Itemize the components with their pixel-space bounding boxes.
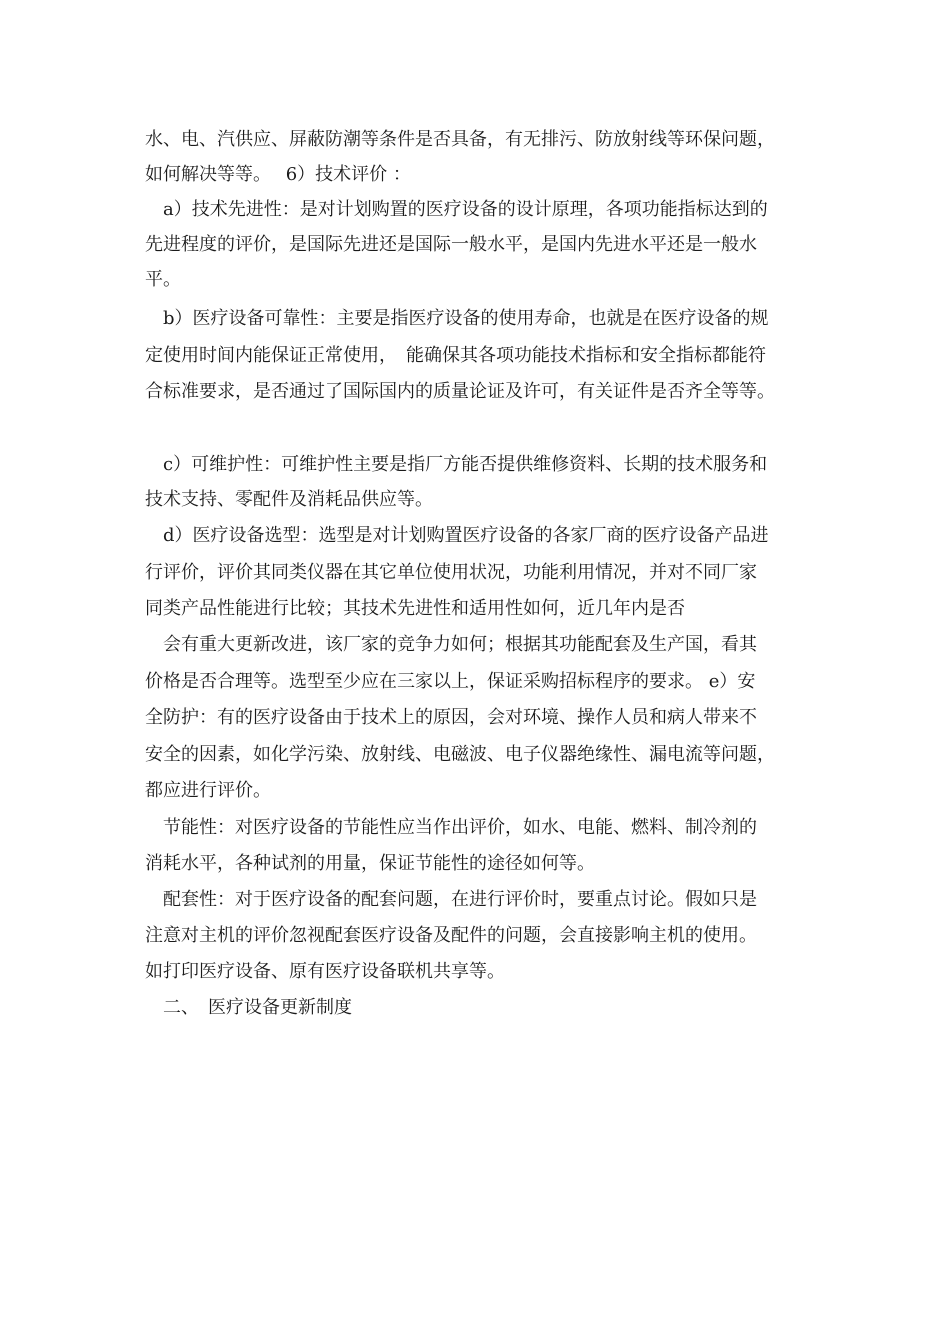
- paragraph-line: 安全的因素，如化学污染、放射线、电磁波、电子仪器绝缘性、漏电流等问题，: [145, 744, 775, 765]
- paragraph-line: 如何解决等等。 6）技术评价 ：: [145, 164, 411, 185]
- paragraph-line: 会有重大更新改进，该厂家的竞争力如何；根据其功能配套及生产国，看其: [163, 634, 757, 655]
- paragraph-line: 消耗水平，各种试剂的用量，保证节能性的途径如何等。: [145, 853, 595, 874]
- paragraph-line: 全防护：有的医疗设备由于技术上的原因，会对环境、操作人员和病人带来不: [145, 707, 757, 728]
- paragraph-line: 先进程度的评价，是国际先进还是国际一般水平，是国内先进水平还是一般水: [145, 234, 757, 255]
- section-heading: 二、 医疗设备更新制度: [163, 997, 352, 1018]
- paragraph-line: 平。: [145, 269, 181, 290]
- paragraph-line: 注意对主机的评价忽视配套医疗设备及配件的问题，会直接影响主机的使用。: [145, 925, 757, 946]
- paragraph-line: 配套性：对于医疗设备的配套问题，在进行评价时，要重点讨论。假如只是: [163, 889, 757, 910]
- paragraph-line: a）技术先进性：是对计划购置的医疗设备的设计原理，各项功能指标达到的: [163, 199, 768, 220]
- paragraph-line: 水、电、汽供应、屏蔽防潮等条件是否具备，有无排污、防放射线等环保问题，: [145, 129, 775, 150]
- paragraph-line: c）可维护性：可维护性主要是指厂方能否提供维修资料、长期的技术服务和: [163, 454, 768, 475]
- paragraph-line: 都应进行评价。: [145, 780, 271, 801]
- paragraph-line: b）医疗设备可靠性：主要是指医疗设备的使用寿命，也就是在医疗设备的规: [163, 308, 769, 329]
- paragraph-line: 价格是否合理等。选型至少应在三家以上，保证采购招标程序的要求。 e）安: [145, 671, 756, 692]
- paragraph-line: 同类产品性能进行比较；其技术先进性和适用性如何，近几年内是否: [145, 598, 685, 619]
- paragraph-line: 合标准要求，是否通过了国际国内的质量论证及许可，有关证件是否齐全等等。: [145, 381, 775, 402]
- paragraph-line: 行评价，评价其同类仪器在其它单位使用状况，功能利用情况，并对不同厂家: [145, 562, 757, 583]
- paragraph-line: 技术支持、零配件及消耗品供应等。: [145, 489, 433, 510]
- paragraph-line: 定使用时间内能保证正常使用， 能确保其各项功能技术指标和安全指标都能符: [145, 345, 766, 366]
- paragraph-line: 节能性：对医疗设备的节能性应当作出评价，如水、电能、燃料、制冷剂的: [163, 817, 757, 838]
- paragraph-line: d）医疗设备选型：选型是对计划购置医疗设备的各家厂商的医疗设备产品进: [163, 525, 769, 546]
- paragraph-line: 如打印医疗设备、原有医疗设备联机共享等。: [145, 961, 505, 982]
